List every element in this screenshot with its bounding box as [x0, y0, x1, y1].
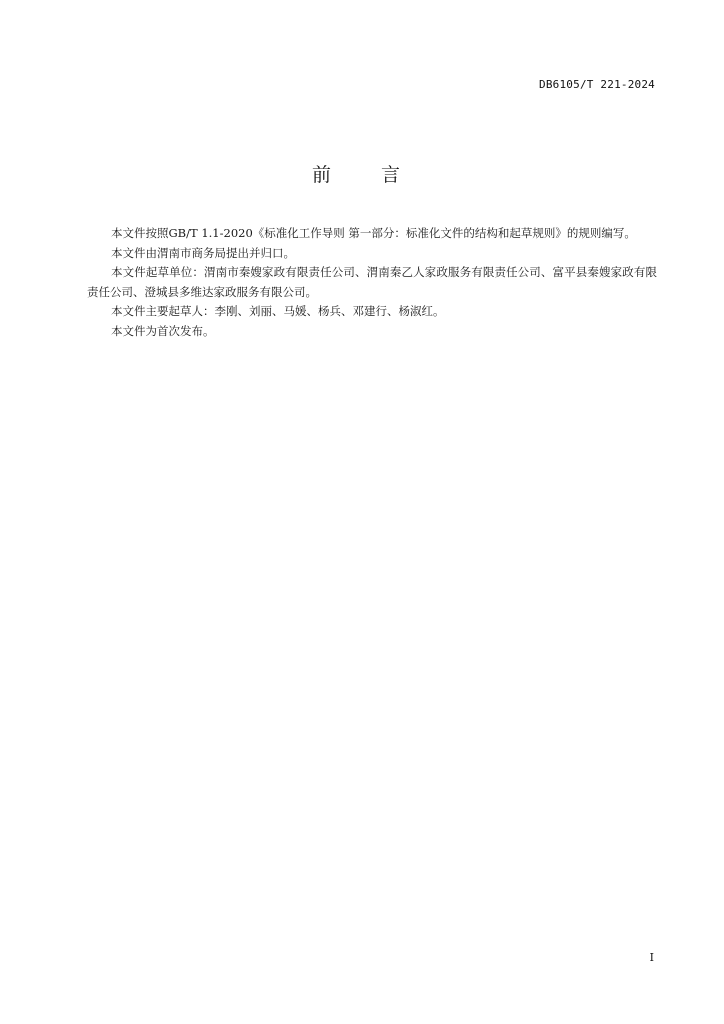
- paragraph-drafters: 本文件主要起草人：李刚、刘丽、马媛、杨兵、邓建行、杨淑红。: [111, 304, 445, 318]
- page-title: 前 言: [311, 164, 423, 186]
- paragraph-standard-basis: 本文件按照GB/T 1.1-2020《标准化工作导则 第一部分：标准化文件的结构和起草规则》的规则编写。: [111, 226, 636, 240]
- preface-body: [87, 224, 657, 341]
- page-number: I: [649, 951, 654, 964]
- paragraph-drafting-units: 本文件起草单位：渭南市秦嫂家政有限责任公司、渭南秦乙人家政服务有限责任公司、富平县秦嫂家政有限责任公司、澄城县多维达家政服务有限公司。: [87, 265, 657, 299]
- document-code: DB6105/T 221-2024: [539, 78, 655, 91]
- paragraph-first-release: 本文件为首次发布。: [111, 323, 215, 338]
- paragraph-proposer: 本文件由渭南市商务局提出并归口。: [111, 245, 295, 260]
